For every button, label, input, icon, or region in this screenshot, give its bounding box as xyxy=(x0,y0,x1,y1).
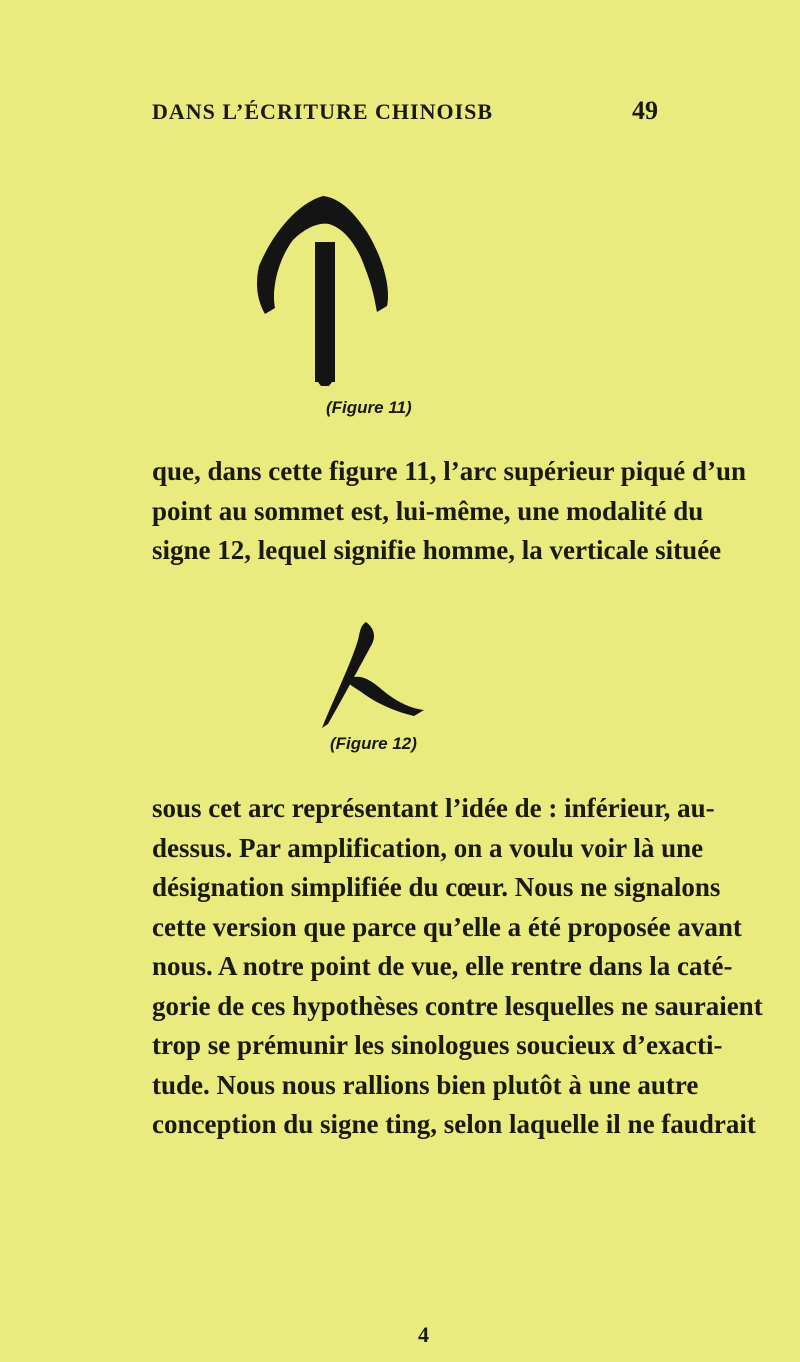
text-line: trop se prémunir les sinologues soucieux d’exacti- xyxy=(152,1030,723,1060)
text-line: conception du signe ting, selon laquelle il ne faudrait xyxy=(152,1109,756,1139)
text-line: que, dans cette figure 11, l’arc supérieur piqué d’un xyxy=(152,456,747,486)
text-line: dessus. Par amplification, on a voulu voir là une xyxy=(152,832,704,863)
text-line: cette version que parce qu’elle a été proposée avant xyxy=(152,911,742,942)
text-line: signe 12, lequel signifie homme, la verticale située xyxy=(152,535,722,565)
text-line: nous. A notre point de vue, elle rentre dans la caté- xyxy=(152,951,733,981)
text-line: gorie de ces hypothèses contre lesquelles ne sauraient xyxy=(152,990,763,1021)
figure-12-glyph xyxy=(320,618,430,730)
signature-mark: 4 xyxy=(418,1322,429,1347)
paragraph-1 xyxy=(152,452,747,571)
text-line: tude. Nous nous rallions bien plutôt à une autre xyxy=(152,1069,699,1100)
running-title: DANS L’ÉCRITURE CHINOISB xyxy=(152,99,494,124)
text-line: point au sommet est, lui-même, une modalité du xyxy=(152,495,704,526)
text-line: sous cet arc représentant l’idée de : inférieur, au- xyxy=(152,793,715,823)
running-header xyxy=(152,96,658,126)
figure-12-caption: (Figure 12) xyxy=(330,734,417,753)
page-number: 49 xyxy=(632,96,658,125)
text-line: désignation simplifiée du cœur. Nous ne signalons xyxy=(152,872,721,902)
figure-11-drawing xyxy=(245,188,405,388)
figure-11-glyph xyxy=(245,188,405,388)
figure-12-drawing xyxy=(320,618,430,730)
figure-11-caption: (Figure 11) xyxy=(326,398,412,417)
paragraph-2 xyxy=(152,789,763,1145)
